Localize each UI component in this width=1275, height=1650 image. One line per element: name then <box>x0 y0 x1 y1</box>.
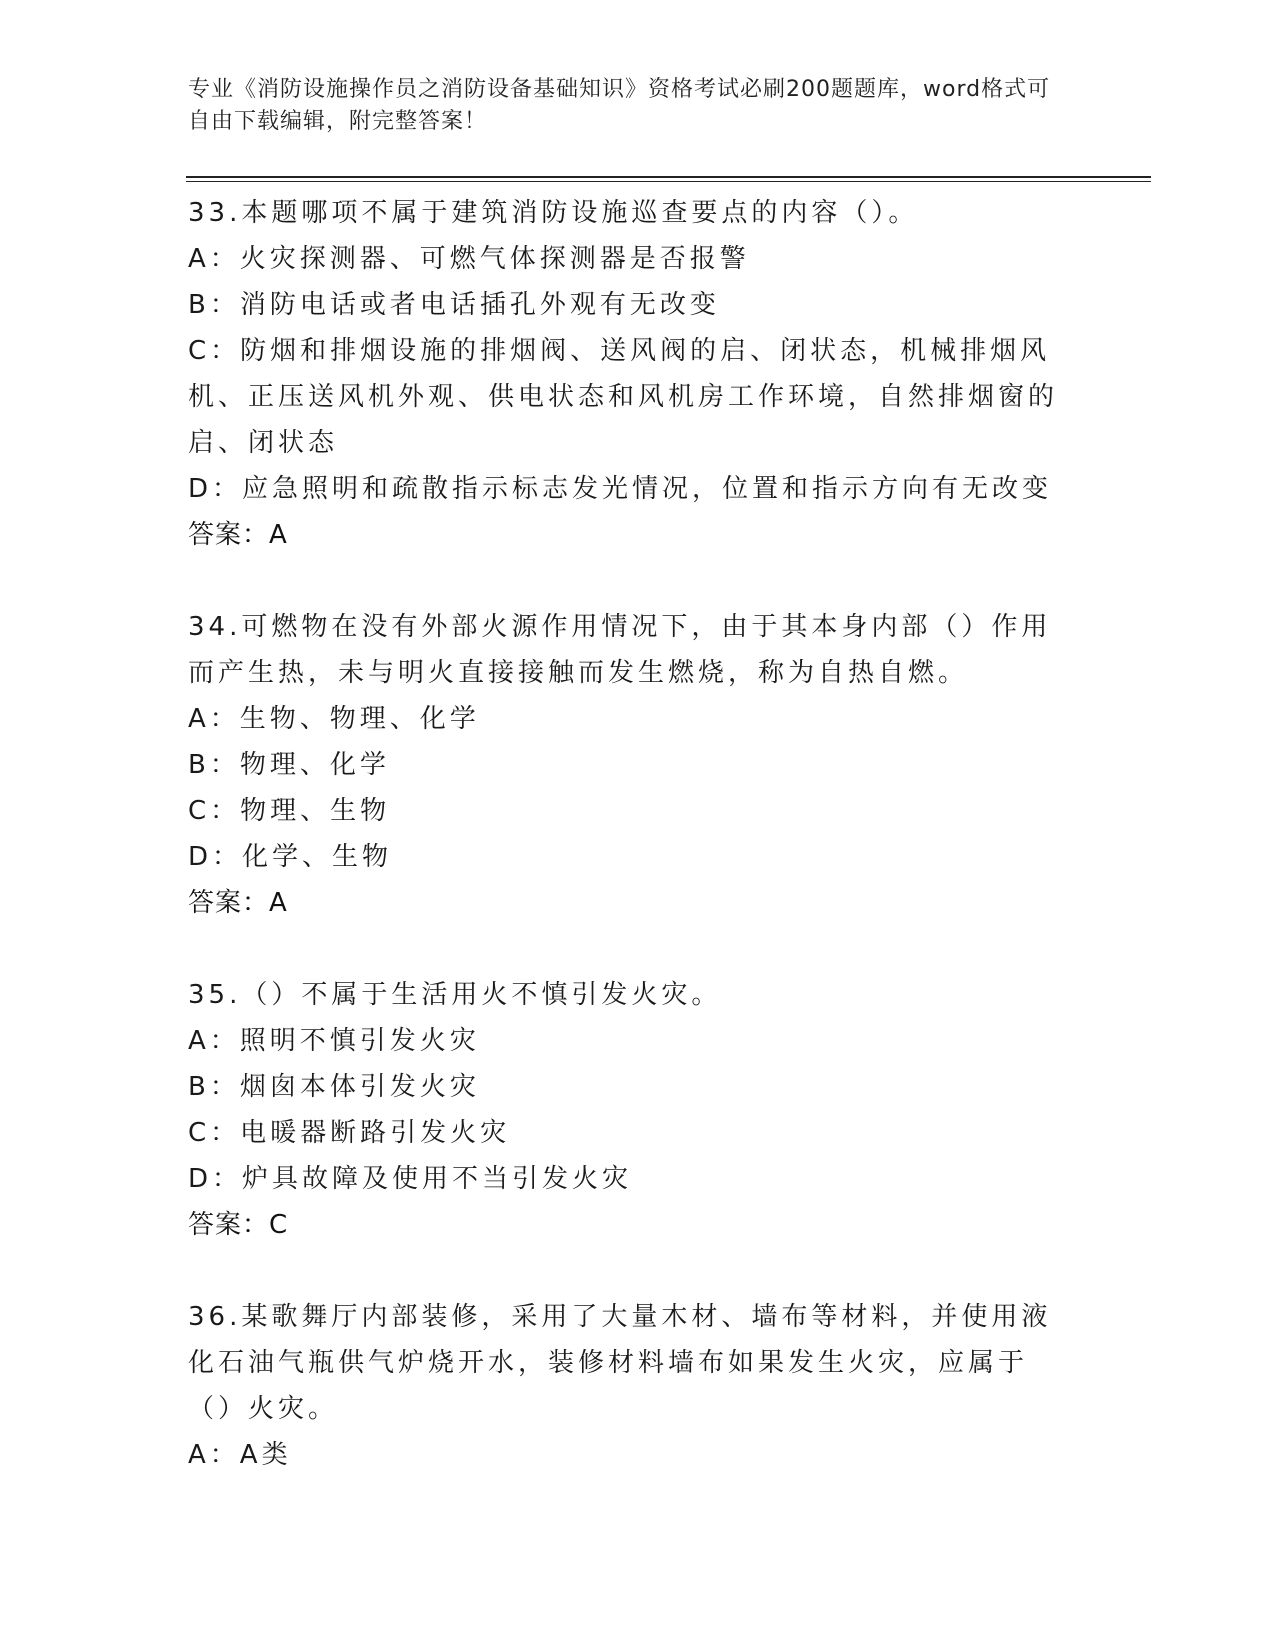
option-b: B：物理、化学 <box>188 750 390 780</box>
answer-line <box>188 512 1068 558</box>
option-a: A：火灾探测器、可燃气体探测器是否报警 <box>188 244 750 274</box>
option-c: C：防烟和排烟设施的排烟阀、送风阀的启、闭状态，机械排烟风机、正压送风机外观、供电状态和风机房工作环境，自然排烟窗的启、闭状态 <box>188 336 1059 458</box>
option-c: C：电暖器断路引发火灾 <box>188 1118 511 1148</box>
question-33 <box>188 190 1068 558</box>
question-stem: 34.可燃物在没有外部火源作用情况下，由于其本身内部（）作用而产生热，未与明火直接接触而发生燃烧，称为自热自燃。 <box>188 612 1052 688</box>
answer-label: 答案： <box>188 888 270 918</box>
option-d: D：应急照明和疏散指示标志发光情况，位置和指示方向有无改变 <box>188 474 1053 504</box>
answer-value: C <box>269 1210 289 1240</box>
answer-label: 答案： <box>188 1210 270 1240</box>
question-stem: 33.本题哪项不属于建筑消防设施巡查要点的内容（）。 <box>188 198 919 228</box>
question-35 <box>188 972 1068 1248</box>
answer-label: 答案： <box>188 520 270 550</box>
option-b: B：烟囱本体引发火灾 <box>188 1072 480 1102</box>
answer-value: A <box>269 888 288 918</box>
question-stem: 35.（）不属于生活用火不慎引发火灾。 <box>188 980 722 1010</box>
option-a: A：照明不慎引发火灾 <box>188 1026 480 1056</box>
option-d: D：化学、生物 <box>188 842 393 872</box>
option-c: C：物理、生物 <box>188 796 391 826</box>
header-rule-thin <box>186 181 1151 182</box>
question-list <box>188 190 1068 1524</box>
option-a: A：生物、物理、化学 <box>188 704 480 734</box>
option-b: B：消防电话或者电话插孔外观有无改变 <box>188 290 720 320</box>
option-d: D：炉具故障及使用不当引发火灾 <box>188 1164 633 1194</box>
option-a: A：A类 <box>188 1440 292 1470</box>
answer-line <box>188 1202 1068 1248</box>
question-34 <box>188 604 1068 926</box>
question-stem: 36.某歌舞厅内部装修，采用了大量木材、墙布等材料，并使用液化石油气瓶供气炉烧开水，装修材料墙布如果发生火灾，应属于（）火灾。 <box>188 1302 1052 1424</box>
answer-value: A <box>269 520 288 550</box>
answer-line <box>188 880 1068 926</box>
question-36 <box>188 1294 1068 1478</box>
document-header: 专业《消防设施操作员之消防设备基础知识》资格考试必刷200题题库，word格式可自由下载编辑，附完整答案！ <box>188 77 1051 134</box>
header-rule-thick <box>186 176 1151 178</box>
